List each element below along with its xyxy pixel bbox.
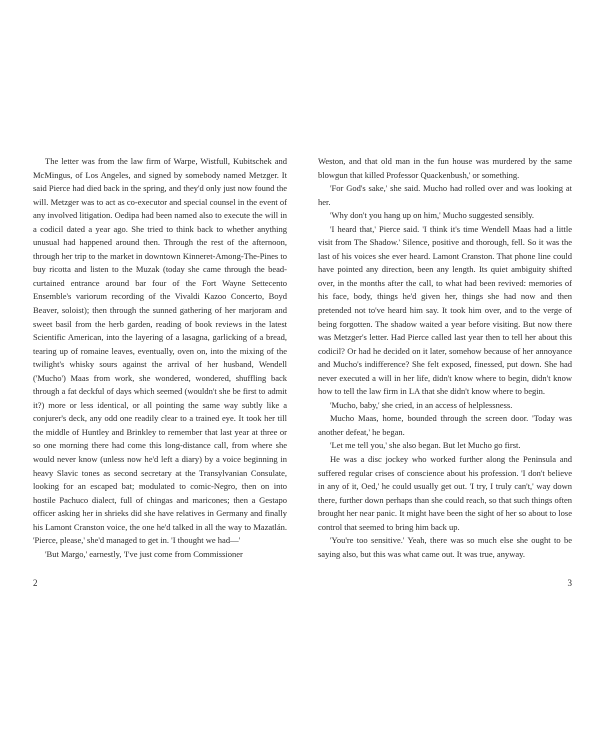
paragraph: 'For God's sake,' she said. Mucho had rolled over and was looking at her. [318,183,572,207]
page-number: 2 [33,578,38,588]
right-page [300,0,600,750]
paragraph: 'You're too sensitive.' Yeah, there was so much else she ought to be saying also, but this was what came out. It was true, anyway. [318,535,572,559]
right-text-column [318,155,572,561]
paragraph: 'Mucho, baby,' she cried, in an access of helplessness. [330,399,513,410]
paragraph: 'Let me tell you,' she also began. But let Mucho go first. [330,440,521,451]
paragraph: He was a disc jockey who worked further along the Peninsula and suffered regular crises of conscience about his profession. 'I don't believe in any of it, Oed,' he could usually get out. 'I try, I truly can't,' way down there, further down perhaps than she could reach, so that such things often brought her near panic. It might have been the sight of her so about to lose control that seemed to bring him back up. [318,454,572,532]
left-text-column [33,155,287,561]
paragraph: 'But Margo,' earnestly, 'I've just come from Commissioner [45,548,243,559]
page-number: 3 [567,578,572,588]
paragraph: 'Why don't you hang up on him,' Mucho suggested sensibly. [330,210,535,221]
paragraph-continuation: Weston, and that old man in the fun house was murdered by the same blowgun that killed Professor Quackenbush,' or something. [318,156,572,180]
paragraph: The letter was from the law firm of Warpe, Wistfull, Kubitschek and McMingus, of Los Angeles, and signed by somebody named Metzger. It said Pierce had died back in the spring, and they'd only just now found the will. Metzger was to act as co-executor and special counsel in the event of any involved litigation. Oedipa had been named also to execute the will in a codicil dated a year ago. She tried to think back to whether anything unusual had happened around then. Through the rest of the afternoon, through her trip to the market in downtown Kinneret-Among-The-Pines to buy ricotta and listen to the Muzak (today she came through the bead-curtained entrance around bar four of the Fort Wayne Settecento Ensemble's variorum recording of the Vivaldi Kazoo Concerto, Boyd Beaver, soloist); then through the sunned gathering of her marjoram and sweet basil from the herb garden, reading of book reviews in the latest Scientific American, into the layering of a lasagna, garlicking of a bread, tearing up of romaine leaves, eventually, oven on, into the mixing of the twilight's whisky sours against the arrival of her husband, Wendell ('Mucho') Maas from work, she wondered, wondered, shuffling back through a fat deckful of days which seemed (wouldn't she be first to admit it?) more or less identical, or all pointing the same way subtly like a conjurer's deck, any odd one readily clear to a trained eye. It took her till the middle of Huntley and Brinkley to remember that last year at three or so one morning there had come this long-distance call, from where she would never know (unless now he'd left a diary) by a voice beginning in heavy Slavic tones as second secretary at the Transylvanian Consulate, looking for an escaped bat; modulated to comic-Negro, then on into hostile Pachuco dialect, full of chingas and maricones; then a Gestapo officer asking her in shrieks did she have relatives in Germany and finally his Lamont Cranston voice, the one he'd talked in all the way to Mazatlán. 'Pierce, please,' she'd managed to get in. 'I thought we had—' [33,156,287,546]
paragraph: 'I heard that,' Pierce said. 'I think it's time Wendell Maas had a little visit from The Shadow.' Silence, positive and thorough, fell. So it was the last of his voices she ever heard. Lamont Cranston. That phone line could have pointed any direction, been any length. Its quiet ambiguity shifted over, in the months after the call, to what had been revived: memories of his face, body, things he'd given her, things she had now and then pretended not to've heard him say. It took him over, and to the verge of being forgotten. The shadow waited a year before visiting. But now there was Metzger's letter. Had Pierce called last year then to tell her about this codicil? Or had he decided on it later, somehow because of her annoyance and Mucho's indifference? She felt exposed, finessed, put down. She had never executed a will in her life, didn't know where to begin, didn't know how to tell the law firm in LA that she didn't know where to begin. [318,223,572,397]
paragraph: Mucho Maas, home, bounded through the screen door. 'Today was another defeat,' he began. [318,413,572,437]
